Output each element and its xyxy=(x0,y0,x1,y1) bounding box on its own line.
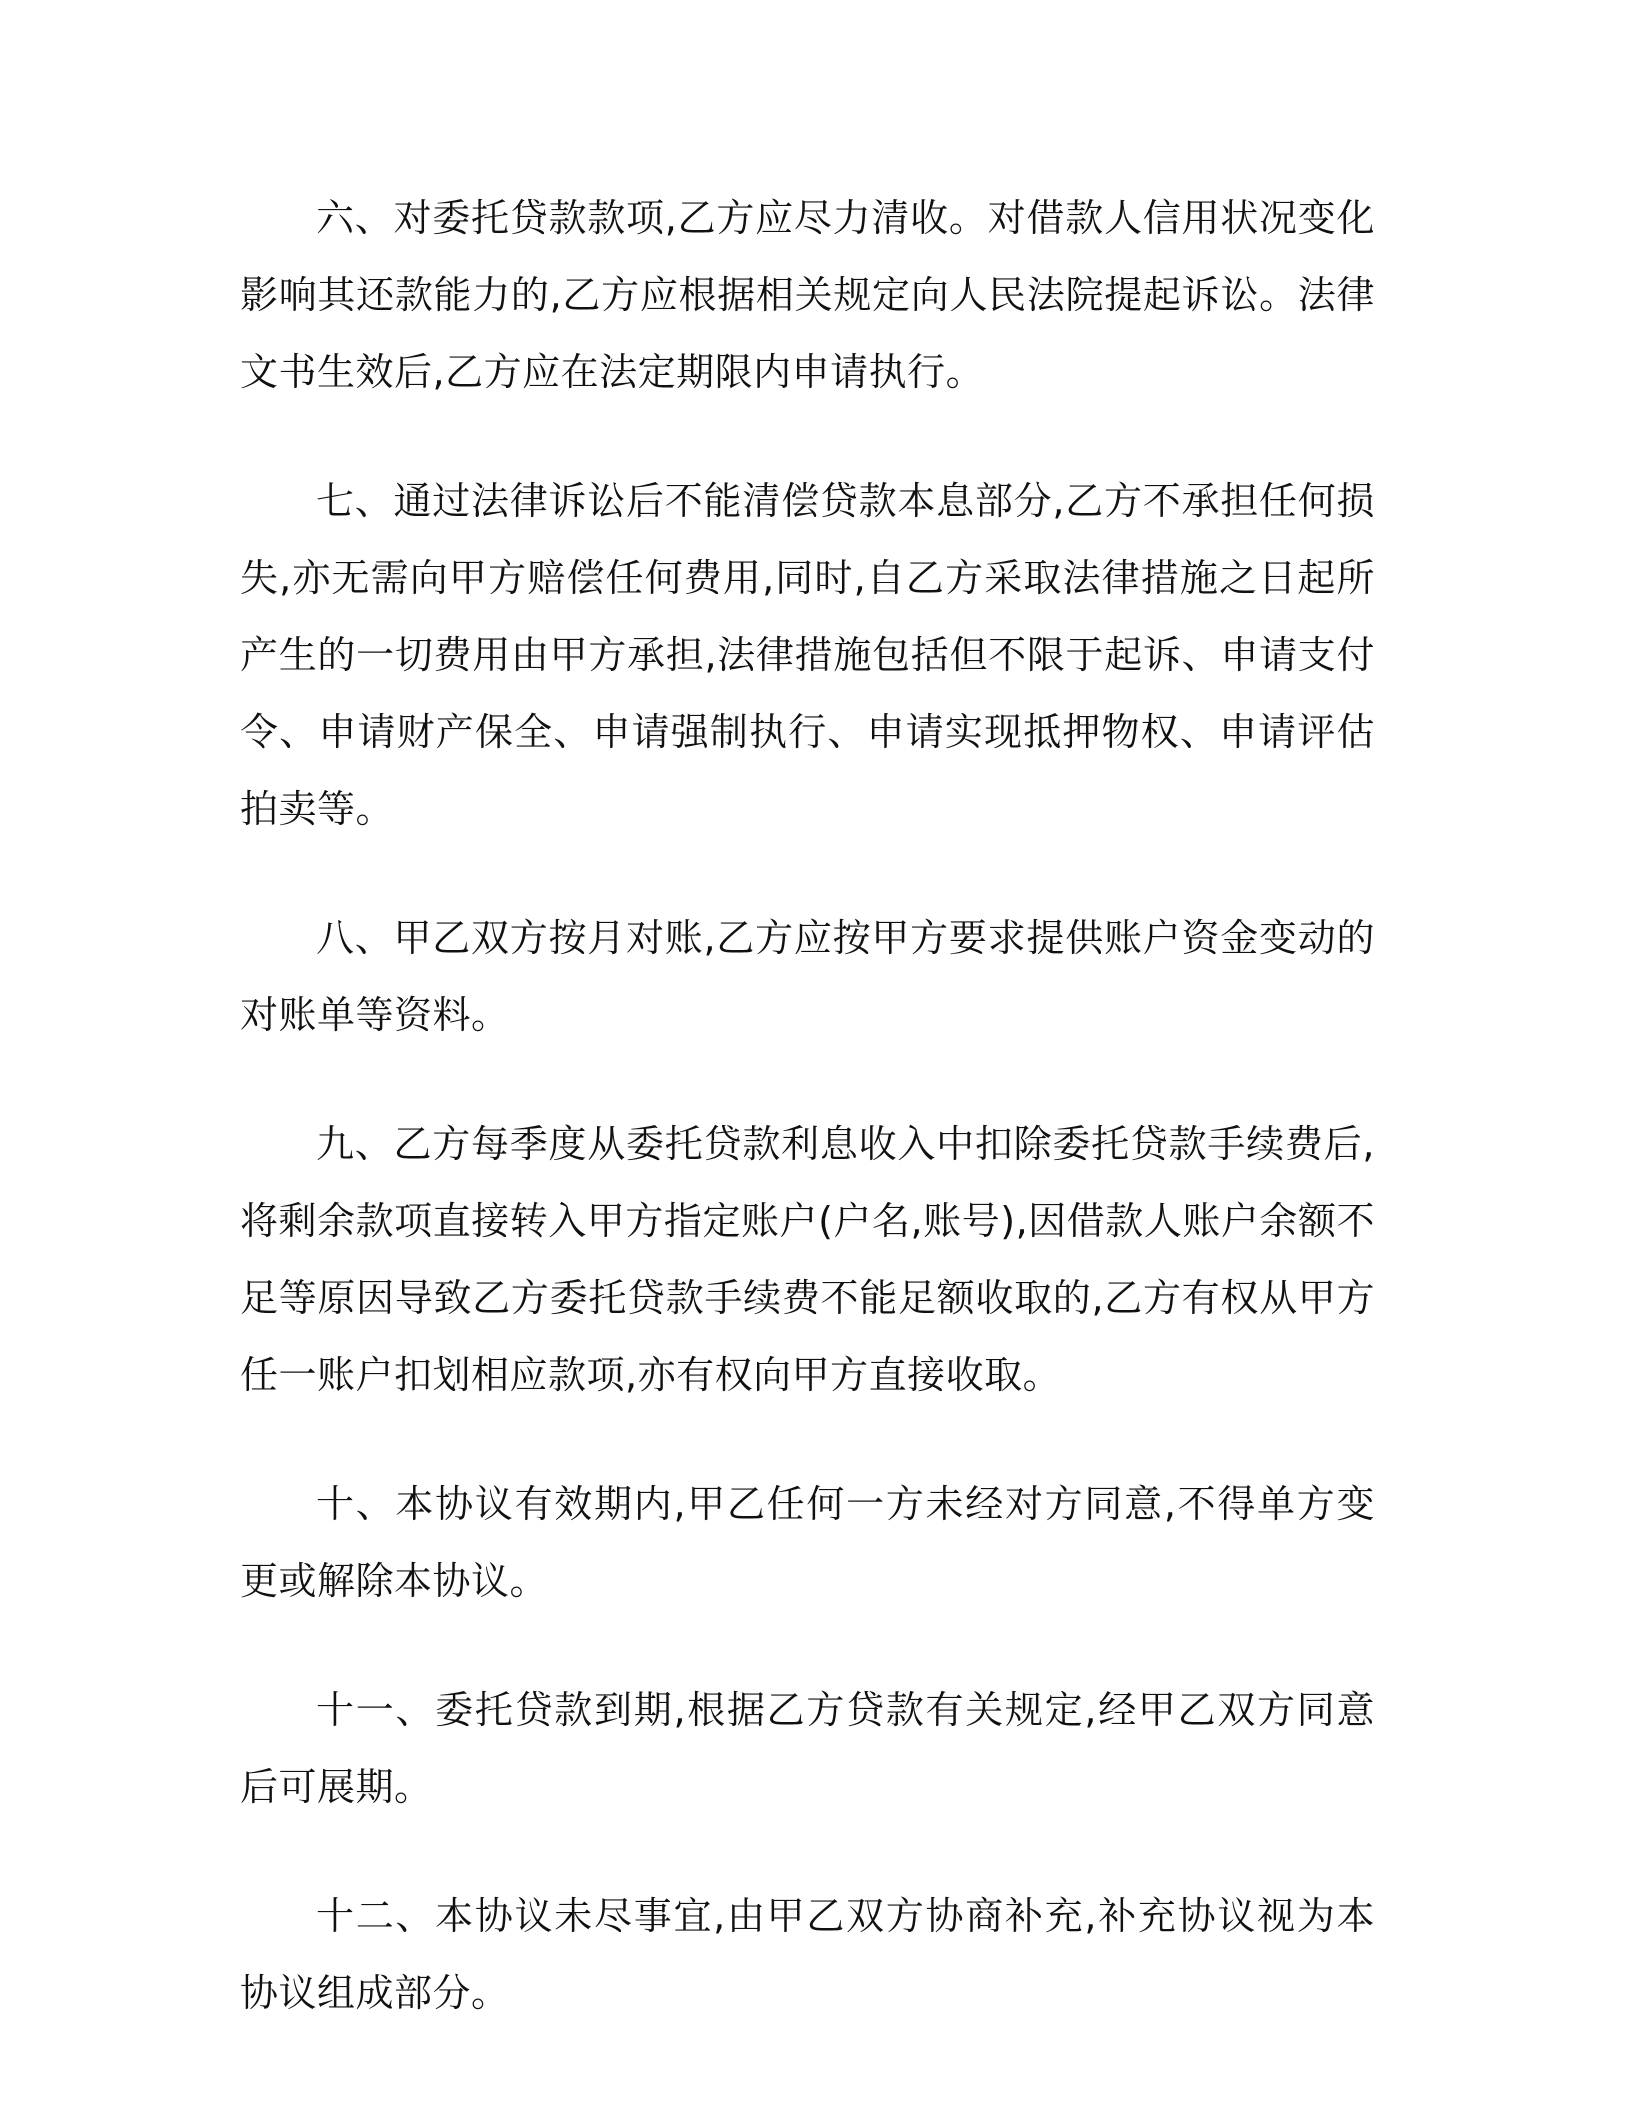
clause-8: 八、甲乙双方按月对账,乙方应按甲方要求提供账户资金变动的对账单等资料。 xyxy=(240,916,1375,1037)
clause-6: 六、对委托贷款款项,乙方应尽力清收。对借款人信用状况变化影响其还款能力的,乙方应根据相关规定向人民法院提起诉讼。法律文书生效后,乙方应在法定期限内申请执行。 xyxy=(240,196,1375,394)
clause-11: 十一、委托贷款到期,根据乙方贷款有关规定,经甲乙双方同意后可展期。 xyxy=(240,1688,1375,1809)
clause-9: 九、乙方每季度从委托贷款利息收入中扣除委托贷款手续费后,将剩余款项直接转入甲方指定账户(户名,账号),因借款人账户余额不足等原因导致乙方委托贷款手续费不能足额收取的,乙方有权从甲方任一账户扣划相应款项,亦有权向甲方直接收取。 xyxy=(240,1122,1375,1397)
clause-12: 十二、本协议未尽事宜,由甲乙双方协商补充,补充协议视为本协议组成部分。 xyxy=(240,1894,1375,2015)
document-body xyxy=(240,180,1375,2084)
clause-7: 七、通过法律诉讼后不能清偿贷款本息部分,乙方不承担任何损失,亦无需向甲方赔偿任何费用,同时,自乙方采取法律措施之日起所产生的一切费用由甲方承担,法律措施包括但不限于起诉、申请支付令、申请财产保全、申请强制执行、申请实现抵押物权、申请评估拍卖等。 xyxy=(240,479,1375,831)
clause-10: 十、本协议有效期内,甲乙任何一方未经对方同意,不得单方变更或解除本协议。 xyxy=(240,1482,1375,1603)
